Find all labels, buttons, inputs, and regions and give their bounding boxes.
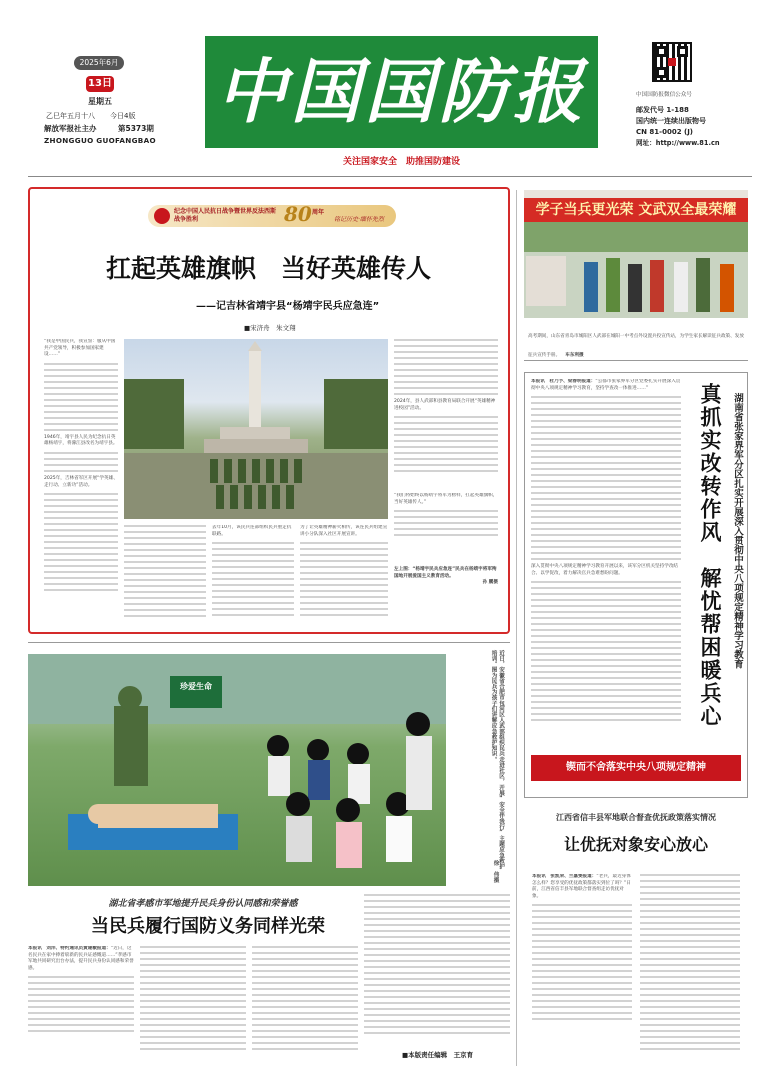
bottom-left-kicker: 湖北省孝感市军地提升民兵身份认同感和荣誉感 [108,899,298,909]
website: 网址：http://www.81.cn [636,139,720,147]
slogan: 关注国家安全 助推国防建设 [342,157,460,167]
dummy-person [88,804,218,828]
tree-foliage [524,222,748,252]
bottom-right-body: “老兵，最近身体怎么样？您享受的优抚政策都落实到位了吗？”日前，江西省信丰县军地联合督查组走访优抚对象。 [532,874,631,899]
right-photo-banner: 学子当兵更光荣 文武双全最荣耀 [524,198,748,222]
right-photo-caption-box [528,322,746,358]
bottom-left-body: “近日，这名民兵在家中捧着崭新的民兵证感慨道……”孝感市军地共同研究出台办法，提升民兵身份认同感和荣誉感。 [28,946,134,971]
monument-steps [204,439,308,453]
lead-col-1 [44,339,118,625]
bottom-right-col-2 [640,874,740,1060]
training-photo-caption: 近日，安徽省合肥市包河区人武部组织民兵走进社区，开展“安全伴我行”主题应急救护培训。图为民兵为孩子们讲解应急救护知识。 [490,650,504,870]
photo-trees-right [324,379,388,449]
right-story-subhead: 湖南省张家界军分区扎实开展深入贯彻中央八项规定精神学习教育 [732,393,743,669]
edition-count: 今日4版 [110,112,136,120]
lead-col4-paragraph: 为了让英雄精神薪火相传，该连民兵组建宣讲小分队深入社区开展宣讲。 [300,525,388,537]
banner-emblem [154,208,170,224]
bottom-left-byline: 本报讯 刘洋、特约通讯员黄建敏报道： [28,946,111,951]
lead-photo-svg [124,339,388,519]
bottom-left-col-4 [364,894,510,1060]
bottom-right-kicker: 江西省信丰县军地联合督查优抚政策落实情况 [556,813,716,822]
right-photo-scene [524,222,748,318]
right-story-text [531,379,681,749]
lead-paragraph-1946: 1946年，靖宇县人民为纪念抗日英雄杨靖宇，将濛江县改名为靖宇县。 [44,434,118,447]
monument-pillar [249,351,261,431]
lead-intro: “我是中国民兵，我宣誓：服从中国共产党领导，积极参加国家建设……” [44,339,116,358]
right-story-byline: 本报讯 杜乃予、梁春明报道： [531,379,596,384]
banner-80: 80 [284,202,312,226]
weekday: 星期五 [88,97,112,106]
display-board [526,256,566,306]
lunar-date: 乙巳年五月十八 [46,112,95,120]
cn-number: CN 81-0002 (J) [636,128,694,136]
bottom-right-story [524,808,748,1066]
lead-col3-paragraph: 去年10月，该民兵连部组织民兵重走抗联路。 [212,525,292,537]
background-trees [28,654,446,724]
right-photo-credit: 车东利摄 [565,353,584,358]
children-group [267,712,432,868]
right-story-body: “公都市张家界军分区党委扎实开展深入贯彻中央八项规定精神学习教育，坚持学查改一体推进……” [531,379,681,391]
banner-text: 纪念中国人民抗日战争暨世界反法西斯战争胜利 [174,208,277,223]
issue-number: 第5373期 [118,124,154,133]
right-story [524,372,748,798]
training-photo-credit: 徐 伟摄 [492,860,499,883]
right-story-headline: 真抓实改转作风 解忧帮困暖兵心 [698,383,723,728]
lead-paragraph-2025: 2025年，吉林省军区开展“学英雄、走行动、立新功”活动。 [44,475,118,488]
masthead [0,0,780,190]
monument-base [220,427,290,441]
banner-motto: 铭记历史·缅怀先烈 [334,216,384,223]
lead-photo-caption: 左上图：“杨靖宇民兵应急连”民兵在杨靖宇将军殉国地开展爱国主义教育活动。 [394,567,497,579]
bottom-right-col-1 [532,874,632,1060]
photo-trees-left [124,379,184,449]
lead-photo [124,339,388,519]
lead-subheadline: ——记吉林省靖宇县“杨靖宇民兵应急连” [196,301,380,312]
right-story-body-2: 深入贯彻中央八项规定精神学习教育开展以来，该军分区机关坚持学改结合、以学促改，着力解决官兵急难愁盼问题。 [531,564,679,576]
date-year-month: 2025年6月 [74,56,124,70]
bottom-left-col-1 [28,946,134,1060]
lead-photo-caption-box [394,567,498,625]
right-story-tagline: 锲而不舍落实中央八项规定精神 [531,755,741,781]
monument-top [248,341,262,351]
anniversary-banner [148,202,396,227]
bottom-left-col-2 [140,946,246,1060]
bottom-right-byline-body [532,874,632,900]
page-editor: ■本版责任编辑 王京育 [402,1051,474,1059]
training-photo-svg [28,654,446,886]
bottom-right-headline: 让优抚对象安心放心 [563,835,708,854]
column-divider [516,190,517,1066]
lead-col-6b [394,493,498,563]
lead-col-6 [394,339,498,489]
lead-photo-credit: 孙 鹏摄 [482,580,498,586]
lead-col-2 [124,525,206,625]
bottom-left-col-3 [252,946,358,1060]
right-photo-caption: 高考期间，山东省青岛市城阳区人武部在城阳一中考点外设置兵役宣传站，为学生家长解读征兵政策、发放征兵宣传手册。 [528,334,744,358]
sign-text: 珍爱生命 [180,682,212,691]
bottom-left-byline-body [28,946,134,972]
masthead-rule [28,176,752,177]
right-story-byline-body [531,379,681,392]
lead-byline: ■宋济舟 朱文翔 [244,324,296,332]
licence: 国内统一连续出版物号 [636,117,706,125]
right-rule-1 [524,360,748,361]
banner-anniversary-word: 周年 [312,209,325,216]
bottom-left-headline: 当民兵履行国防义务同样光荣 [91,916,325,937]
lead-col6-paragraph: 2024年，县人武部和县教育局联合开展“英雄精神进校园”活动。 [394,399,496,411]
lead-story [28,187,510,634]
masthead-title: 中国国防报 [216,50,587,133]
postal-code: 邮发代号 1-188 [636,106,689,114]
masthead-title-box [205,36,598,148]
lead-headline: 扛起英雄旗帜 当好英雄传人 [105,254,431,283]
mid-rule [28,642,510,643]
right-top-photo [524,190,748,318]
lead-col-4 [300,525,388,625]
date-day: 13日 [86,76,114,92]
qr-code [652,42,692,82]
qr-caption: 中国国防报微信公众号 [636,92,692,98]
pinyin-title: ZHONGGUO GUOFANGBAO [44,136,156,145]
lead-col6-closing: “我们将始终以杨靖宇将军为榜样，扛起英雄旗帜，当好英雄传人。” [394,493,498,505]
lead-col-3 [212,525,294,625]
bottom-right-byline: 本报讯 张凯荣、兰嘉雯报道： [532,874,597,879]
bottom-left-story [28,894,510,1066]
host: 解放军报社主办 [44,124,97,133]
training-photo [28,654,446,886]
